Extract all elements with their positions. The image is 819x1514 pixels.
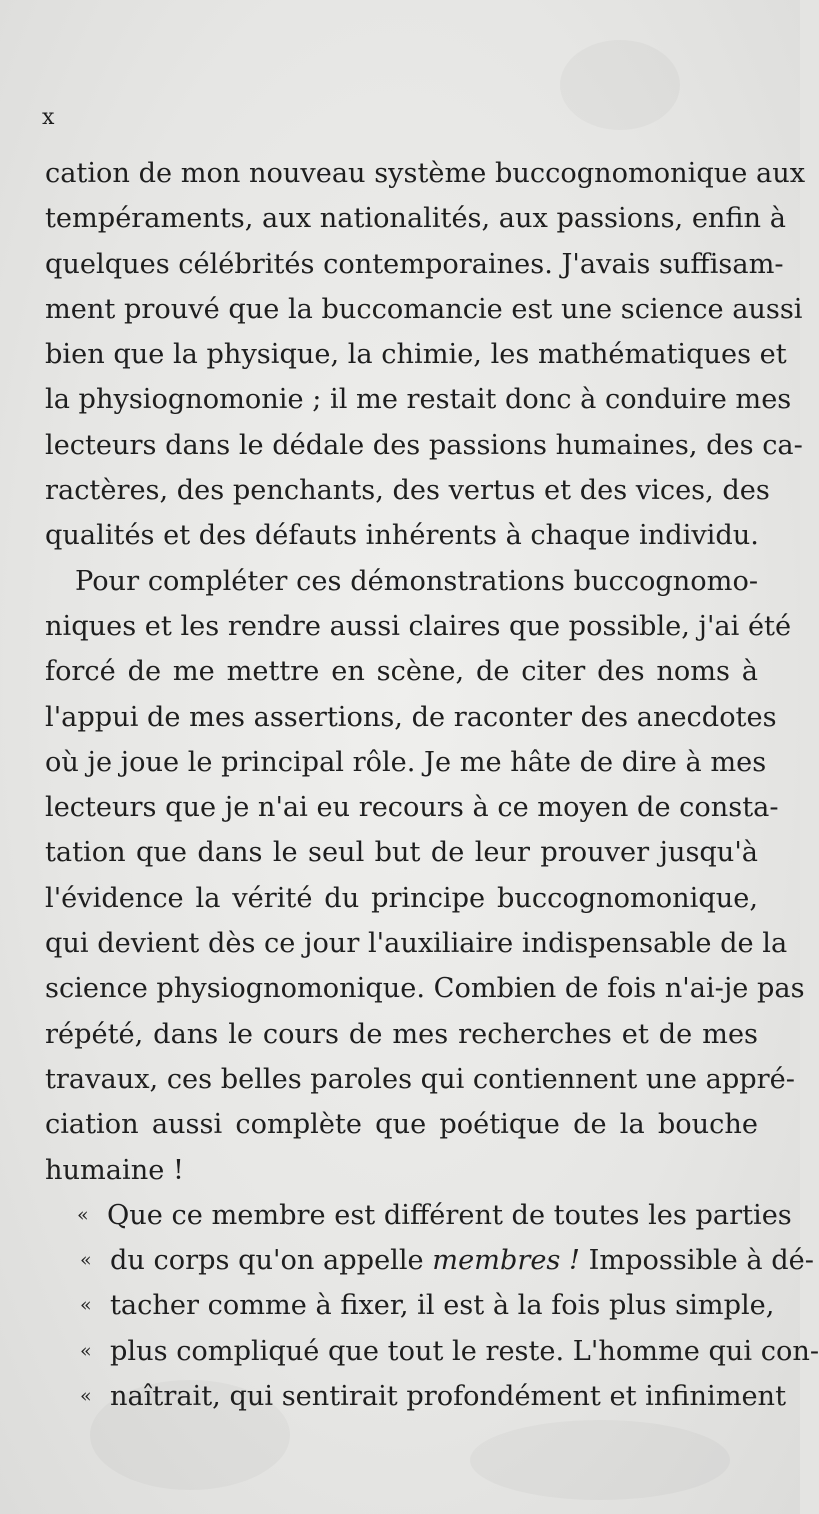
quote-text: Impossible à dé- bbox=[588, 1245, 814, 1277]
quote-mark: « bbox=[80, 1249, 92, 1272]
text-line: l'évidence la vérité du principe buccognomonique, bbox=[45, 882, 758, 914]
quote-text: tacher comme à fixer, il est à la fois plus simple, bbox=[110, 1290, 775, 1322]
text-line: lecteurs que je n'ai eu recours à ce moyen de consta- bbox=[45, 792, 779, 824]
text-line: quelques célébrités contemporaines. J'avais suffisam- bbox=[45, 248, 784, 280]
text-line: cation de mon nouveau système buccognomonique aux bbox=[45, 158, 806, 189]
text-line: qualités et des défauts inhérents à chaque individu. bbox=[45, 520, 759, 552]
quote-text: Que ce membre est différent de toutes les parties bbox=[107, 1199, 792, 1231]
text-line: qui devient dès ce jour l'auxiliaire indispensable de la bbox=[45, 928, 788, 960]
text-line: ractères, des penchants, des vertus et des vices, des bbox=[45, 475, 770, 507]
quote-line bbox=[45, 1329, 819, 1374]
text-line: la physiognomonie ; il me restait donc à conduire mes bbox=[45, 384, 792, 416]
paragraph-1 bbox=[45, 151, 806, 559]
text-line: niques et les rendre aussi claires que possible, j'ai été bbox=[45, 610, 792, 642]
quote-line bbox=[45, 1193, 792, 1238]
text-line: science physiognomonique. Combien de fois n'ai-je pas bbox=[45, 973, 805, 1005]
text-line: ment prouvé que la buccomancie est une science aussi bbox=[45, 293, 803, 325]
quote-line bbox=[45, 1283, 775, 1328]
quote-text: plus compliqué que tout le reste. L'homme qui con- bbox=[110, 1335, 819, 1367]
emphasized-word: membres ! bbox=[432, 1245, 580, 1277]
quote-mark: « bbox=[80, 1385, 92, 1408]
quotation bbox=[45, 1193, 819, 1419]
quote-mark: « bbox=[80, 1339, 92, 1362]
text-line: tempéraments, aux nationalités, aux passions, enfin à bbox=[45, 203, 786, 235]
text-line: où je joue le principal rôle. Je me hâte de dire à mes bbox=[45, 746, 767, 778]
text-line: répété, dans le cours de mes recherches et de mes bbox=[45, 1018, 758, 1050]
paper-stain bbox=[560, 40, 680, 130]
text-line: bien que la physique, la chimie, les mathématiques et bbox=[45, 339, 787, 371]
text-line: forcé de me mettre en scène, de citer des noms à bbox=[45, 656, 758, 688]
quote-mark: « bbox=[80, 1294, 92, 1317]
page-number: x bbox=[42, 105, 55, 130]
paragraph-2 bbox=[45, 559, 805, 1193]
quote-text: naîtrait, qui sentirait profondément et infiniment bbox=[110, 1381, 786, 1413]
text-line: tation que dans le seul but de leur prouver jusqu'à bbox=[45, 837, 758, 869]
text-line: ciation aussi complète que poétique de la bouche bbox=[45, 1109, 758, 1141]
text-line: l'appui de mes assertions, de raconter des anecdotes bbox=[45, 701, 777, 733]
quote-mark: « bbox=[77, 1203, 89, 1226]
quote-text: du corps qu'on appelle bbox=[110, 1245, 424, 1277]
text-line: humaine ! bbox=[45, 1154, 184, 1186]
text-line: Pour compléter ces démonstrations buccognomo- bbox=[75, 565, 758, 597]
quote-line bbox=[45, 1374, 786, 1419]
quote-line bbox=[45, 1238, 814, 1283]
body-text bbox=[45, 151, 819, 1419]
text-line: lecteurs dans le dédale des passions humaines, des ca- bbox=[45, 429, 803, 461]
paper-stain bbox=[470, 1420, 730, 1500]
text-line: travaux, ces belles paroles qui contiennent une appré- bbox=[45, 1063, 795, 1095]
